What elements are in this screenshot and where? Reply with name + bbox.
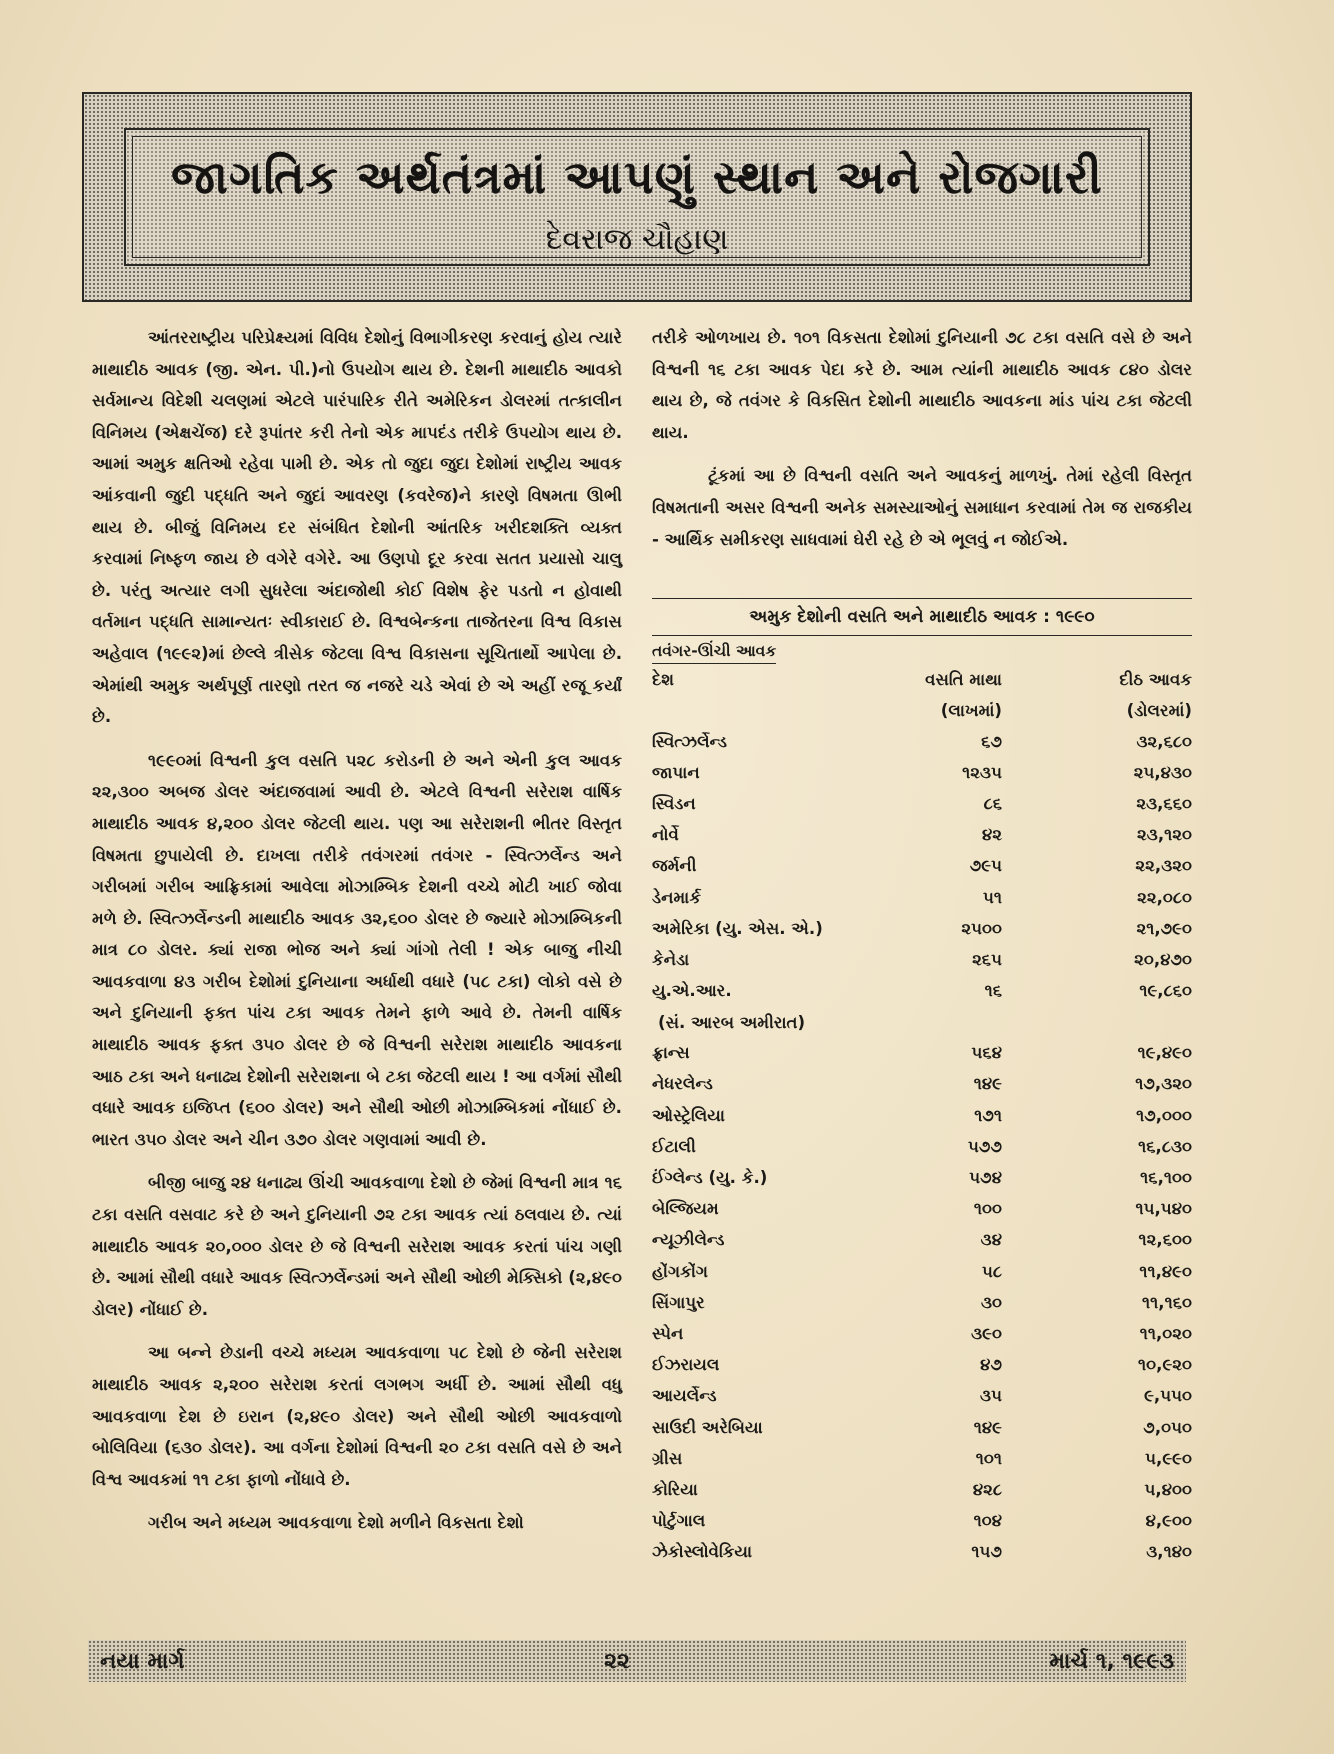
cell-population: ૪૨૮: [972, 1479, 1002, 1499]
cell-country: જાપાન: [652, 762, 700, 782]
cell-income: ૧૧,૧૬૦: [1142, 1292, 1192, 1312]
cell-country: કેનેડા: [652, 949, 690, 969]
table-header: [652, 664, 1192, 695]
income-table: [652, 598, 1192, 1568]
paragraph: ગરીબ અને મધ્યમ આવકવાળા દેશો મળીને વિકસતા દેશો: [148, 1513, 524, 1533]
cell-income: ૧૭,૩૨૦: [1135, 1074, 1192, 1094]
table-row: [652, 1194, 1192, 1225]
cell-country: ઝેકોસ્લોવેકિયા: [652, 1542, 753, 1562]
table-body: [652, 726, 1192, 1568]
cell-country: કોરિયા: [652, 1479, 698, 1499]
cell-income: ૧૯,૪૯૦: [1137, 1043, 1192, 1063]
cell-population: ૩૦: [980, 1292, 1002, 1312]
cell-income: ૧૧,૦૨૦: [1139, 1323, 1192, 1343]
header-spacer: [652, 695, 862, 726]
issue-date: માર્ચ ૧, ૧૯૯૩: [1049, 1648, 1174, 1674]
cell-population: ૧૨૩૫: [962, 762, 1002, 782]
cell-income: ૧૫,૫૪૦: [1135, 1199, 1192, 1219]
cell-income: ૨૫,૪૩૦: [1133, 762, 1192, 782]
magazine-name: નયા માર્ગ: [100, 1648, 185, 1674]
cell-population: ૫૮: [981, 1261, 1002, 1281]
paragraph: તરીકે ઓળખાય છે. ૧૦૧ વિકસતા દેશોમાં દુનિયાની ૭૮ ટકા વસતિ વસે છે અને વિશ્વની ૧૬ ટકા આવક પેદા કરે છે. આમ ત્યાંની માથાદીઠ આવક ૮૪૦ ડોલર થાય છે, જે તવંગર કે વિકસિત દેશોની માથાદીઠ આવકના માંડ પાંચ ટકા જેટલી થાય.: [652, 328, 1192, 442]
cell-income: ૧૭,૦૦૦: [1136, 1105, 1192, 1125]
table-row: [652, 1038, 1192, 1069]
cell-country: સિંગાપુર: [652, 1292, 705, 1312]
table-row: [652, 726, 1192, 757]
cell-population: ૪૨: [981, 825, 1002, 845]
table-row: [652, 882, 1192, 913]
table-row: [652, 913, 1192, 944]
table-row: [652, 1225, 1192, 1256]
cell-population: ૧૦૦: [973, 1199, 1002, 1219]
cell-income: ૫,૪૦૦: [1144, 1479, 1192, 1499]
cell-income: ૧૦,૯૨૦: [1138, 1355, 1192, 1375]
cell-income: ૩૨,૬૮૦: [1136, 731, 1192, 751]
cell-income: ૨૩,૧૨૦: [1137, 825, 1192, 845]
table-row: [652, 1474, 1192, 1505]
table-header-units: [652, 695, 1192, 726]
cell-income: ૪,૯૦૦: [1145, 1511, 1192, 1531]
cell-country: અમેરિકા (યુ. એસ. એ.): [652, 918, 823, 938]
paragraph: આંતરરાષ્ટ્રીય પરિપ્રેક્ષ્યમાં વિવિધ દેશોનું વિભાગીકરણ કરવાનું હોય ત્યારે માથાદીઠ આવક (જી. એન. પી.)નો ઉપયોગ થાય છે. દેશની માથાદીઠ આવકો સર્વમાન્ય વિદેશી ચલણમાં એટલે પારંપારિક રીતે અમેરિકન ડોલરમાં તત્કાલીન વિનિમય (એક્ષચેંજ) દરે રૂપાંતર કરી તેનો એક માપદંડ તરીકે ઉપયોગ થાય છે. આમાં અમુક ક્ષતિઓ રહેવા પામી છે. એક તો જુદા જુદા દેશોમાં રાષ્ટ્રીય આવક આંકવાની જુદી પદ્ધતિ અને જુદાં આવરણ (કવરેજ)ને કારણે વિષમતા ઊભી થાય છે. બીજું વિનિમય દર સંબંધિત દેશોની આંતરિક ખરીદશક્તિ વ્યક્ત કરવામાં નિષ્ફળ જાય છે વગેરે વગેરે. આ ઉણપો દૂર કરવા સતત પ્રયાસો ચાલુ છે. પરંતુ અત્યાર લગી સુધરેલા અંદાજોથી કોઈ વિશેષ ફેર પડતો ન હોવાથી વર્તમાન પદ્ધતિ સામાન્યતઃ સ્વીકારાઈ છે. વિશ્વબેન્કના તાજેતરના વિશ્વ વિકાસ અહેવાલ (૧૯૯૨)માં છેલ્લે ત્રીસેક જેટલા વિશ્વ વિકાસના સૂચિતાર્થો આપેલા છે. એમાંથી અમુક અર્થપૂર્ણ તારણો તરત જ નજરે ચડે એવાં છે એ અહીં રજૂ કર્યાં છે.: [92, 328, 622, 727]
cell-country: ગ્રીસ: [652, 1448, 683, 1468]
cell-population: ૩૫: [980, 1386, 1002, 1406]
cell-country: નોર્વે: [652, 825, 679, 845]
article-title: જાગતિક અર્થતંત્રમાં આપણું સ્થાન અને રોજગારી: [171, 150, 1103, 204]
cell-income: ૧૬,૮૩૦: [1138, 1136, 1192, 1156]
cell-population: ૮૬: [983, 793, 1002, 813]
table-row: [652, 1537, 1192, 1568]
cell-population: ૫૬૪: [971, 1043, 1002, 1063]
cell-country: ઈંગ્લેન્ડ (યુ. કે.): [652, 1168, 768, 1188]
table-row: [652, 820, 1192, 851]
table-row: [652, 1506, 1192, 1537]
page-footer: [88, 1640, 1186, 1682]
cell-income: ૫,૯૯૦: [1145, 1448, 1192, 1468]
cell-income: ૨૨,૩૨૦: [1135, 856, 1192, 876]
cell-population: ૧૬: [984, 981, 1002, 1001]
cell-country: જર્મની: [652, 856, 697, 876]
right-column: [652, 322, 1192, 567]
cell-population: ૨૬૫: [972, 949, 1002, 969]
page-number: ૨૨: [604, 1648, 630, 1674]
table-row: [652, 1412, 1192, 1443]
cell-population: ૩૯૦: [971, 1323, 1002, 1343]
cell-country: સાઉદી અરેબિયા: [652, 1417, 763, 1437]
paragraph: બીજી બાજુ ૨૪ ધનાઢ્ય ઊંચી આવકવાળા દેશો છે જેમાં વિશ્વની માત્ર ૧૬ ટકા વસતિ વસવાટ કરે છે અને દુનિયાની ૭૨ ટકા આવક ત્યાં ઠલવાય છે. ત્યાં માથાદીઠ આવક ૨૦,૦૦૦ ડોલર છે જે વિશ્વની સરેરાશ આવક કરતાં પાંચ ગણી છે. આમાં સૌથી વધારે આવક સ્વિત્ઝર્લેન્ડમાં અને સૌથી ઓછી મેક્સિકો (૨,૪૯૦ ડોલર) નોંધાઈ છે.: [92, 1173, 622, 1319]
cell-population: ૧૫૭: [971, 1542, 1002, 1562]
cell-country: બેલ્જિયમ: [652, 1199, 719, 1219]
cell-country: ઓસ્ટ્રેલિયા: [652, 1105, 725, 1125]
cell-income: ૨૧,૭૯૦: [1136, 918, 1192, 938]
table-row: [652, 1100, 1192, 1131]
table-row: [652, 1256, 1192, 1287]
paragraph: આ બન્ને છેડાની વચ્ચે મધ્યમ આવકવાળા ૫૮ દેશો છે જેની સરેરાશ માથાદીઠ આવક ૨,૨૦૦ સરેરાશ કરતાં લગભગ અર્ધી છે. આમાં સૌથી વધુ આવકવાળા દેશ છે ઇરાન (૨,૪૯૦ ડોલર) અને સૌથી ઓછી આવકવાળો બોલિવિયા (૬૩૦ ડોલર). આ વર્ગના દેશોમાં વિશ્વની ૨૦ ટકા વસતિ વસે છે અને વિશ્વ આવકમાં ૧૧ ટકા ફાળો નોંધાવે છે.: [92, 1343, 622, 1489]
cell-population: ૪૭: [980, 1355, 1002, 1375]
header-population: વસતિ માથા: [925, 670, 1002, 689]
cell-income: ૨૦,૪૭૦: [1134, 949, 1192, 969]
cell-income: ૨૨,૦૮૦: [1137, 887, 1192, 907]
table-row: [652, 788, 1192, 819]
table-row: [652, 976, 1192, 1007]
header-income-unit: (ડોલરમાં): [1126, 701, 1192, 720]
cell-income: ૧૧,૪૯૦: [1139, 1261, 1192, 1281]
cell-country: સ્વિત્ઝર્લેન્ડ: [652, 731, 728, 751]
table-row: [652, 1069, 1192, 1100]
cell-population: ૭૯૫: [969, 856, 1002, 876]
title-frame: [124, 128, 1150, 266]
table-row: [652, 1162, 1192, 1193]
header-country: દેશ: [652, 670, 675, 689]
header-population-unit: (લાખમાં): [940, 701, 1002, 720]
table-subhead: તવંગર-ઊંચી આવક: [652, 636, 776, 664]
cell-country: યુ.એ.આર.: [652, 981, 732, 1001]
cell-population: ૫૭૭: [968, 1136, 1002, 1156]
cell-country: ફ્રાન્સ: [652, 1043, 690, 1063]
paragraph: ટૂંકમાં આ છે વિશ્વની વસતિ અને આવકનું માળખું. તેમાં રહેલી વિસ્તૃત વિષમતાની અસર વિશ્વની અનેક સમસ્યાઓનું સમાધાન કરવામાં તેમ જ રાજકીય - આર્થિક સમીકરણ સાધવામાં ઘેરી રહે છે એ ભૂલવું ન જોઈએ.: [652, 466, 1192, 549]
cell-population: ૧૪૯: [973, 1074, 1002, 1094]
table-row: [652, 1350, 1192, 1381]
cell-population: ૧૪૯: [973, 1417, 1002, 1437]
cell-country: ડેનમાર્ક: [652, 887, 701, 907]
cell-country: ઈઝરાયલ: [652, 1355, 720, 1375]
cell-population: ૫૧: [982, 887, 1002, 907]
table-row: [652, 1287, 1192, 1318]
table-row: [652, 851, 1192, 882]
table-row: [652, 1318, 1192, 1349]
cell-income: ૯,૫૫૦: [1144, 1386, 1192, 1406]
cell-country: નેધરલેન્ડ: [652, 1074, 713, 1094]
table-row: [652, 1381, 1192, 1412]
uae-note: (સં. આરબ અમીરાત): [658, 1012, 806, 1032]
header-income: દીઠ આવક: [1119, 670, 1192, 689]
cell-country: પોર્ટુગાલ: [652, 1511, 706, 1531]
table-row: [652, 757, 1192, 788]
cell-income: ૭,૦૫૦: [1143, 1417, 1192, 1437]
cell-country: આયર્લેન્ડ: [652, 1386, 717, 1406]
table-row: [652, 944, 1192, 975]
cell-income: ૨૩,૬૬૦: [1136, 793, 1192, 813]
cell-income: ૩,૧૪૦: [1146, 1542, 1192, 1562]
cell-population: ૩૪: [980, 1230, 1002, 1250]
cell-country: સ્પેન: [652, 1323, 684, 1343]
left-column: [92, 322, 622, 1551]
title-banner: [82, 92, 1192, 302]
cell-population: ૨૫૦૦: [961, 918, 1002, 938]
article-author: દેવરાજ ચૌહાણ: [545, 222, 729, 257]
cell-population: ૫૭૪: [969, 1168, 1002, 1188]
cell-population: ૧૭૧: [974, 1105, 1002, 1125]
cell-income: ૧૨,૬૦૦: [1138, 1230, 1192, 1250]
table-title: અમુક દેશોની વસતિ અને માથાદીઠ આવક : ૧૯૯૦: [749, 607, 1095, 627]
cell-population: ૧૦૪: [973, 1511, 1002, 1531]
cell-population: ૬૭: [981, 731, 1002, 751]
cell-income: ૧૯,૮૬૦: [1139, 981, 1192, 1001]
cell-population: ૧૦૧: [975, 1448, 1002, 1468]
cell-country: હોંગકોંગ: [652, 1261, 709, 1281]
table-row: [652, 1131, 1192, 1162]
cell-income: ૧૬,૧૦૦: [1140, 1168, 1192, 1188]
cell-country: સ્વિડન: [652, 793, 696, 813]
table-row: [652, 1443, 1192, 1474]
paragraph: ૧૯૯૦માં વિશ્વની કુલ વસતિ ૫૨૮ કરોડની છે અને એની કુલ આવક ૨૨,૩૦૦ અબજ ડોલર અંદાજવામાં આવી છે. એટલે વિશ્વની સરેરાશ વાર્ષિક માથાદીઠ આવક ૪,૨૦૦ ડોલર જેટલી થાય. પણ આ સરેરાશની ભીતર વિસ્તૃત વિષમતા છુપાયેલી છે. દાખલા તરીકે તવંગરમાં તવંગર - સ્વિત્ઝર્લેન્ડ અને ગરીબમાં ગરીબ આફ્રિકામાં આવેલા મોઝામ્બિક દેશની વચ્ચે મોટી ખાઈ જોવા મળે છે. સ્વિત્ઝર્લેન્ડની માથાદીઠ આવક ૩૨,૬૦૦ ડોલર છે જ્યારે મોઝામ્બિકની માત્ર ૮૦ ડોલર. ક્યાં રાજા ભોજ અને ક્યાં ગાંગો તેલી ! એક બાજુ નીચી આવકવાળા ૪૩ ગરીબ દેશોમાં દુનિયાના અર્ધાથી વધારે (૫૮ ટકા) લોકો વસે છે અને દુનિયાની ફક્ત પાંચ ટકા આવક તેમને ફાળે આવે છે. તેમની વાર્ષિક માથાદીઠ આવક ફક્ત ૩૫૦ ડોલર છે જે વિશ્વની સરેરાશ માથાદીઠ આવકના આઠ ટકા અને ધનાઢ્ય દેશોની સરેરાશના બે ટકા જેટલી થાય ! આ વર્ગમાં સૌથી વધારે આવક ઇજિપ્ત (૬૦૦ ડોલર) અને સૌથી ઓછી મોઝામ્બિકમાં નોંધાઈ છે. ભારત ૩૫૦ ડોલર અને ચીન ૩૭૦ ડોલર ગણવામાં આવી છે.: [92, 750, 622, 1149]
cell-country: ન્યૂઝીલેન્ડ: [652, 1230, 725, 1250]
cell-country: ઈટાલી: [652, 1136, 696, 1156]
